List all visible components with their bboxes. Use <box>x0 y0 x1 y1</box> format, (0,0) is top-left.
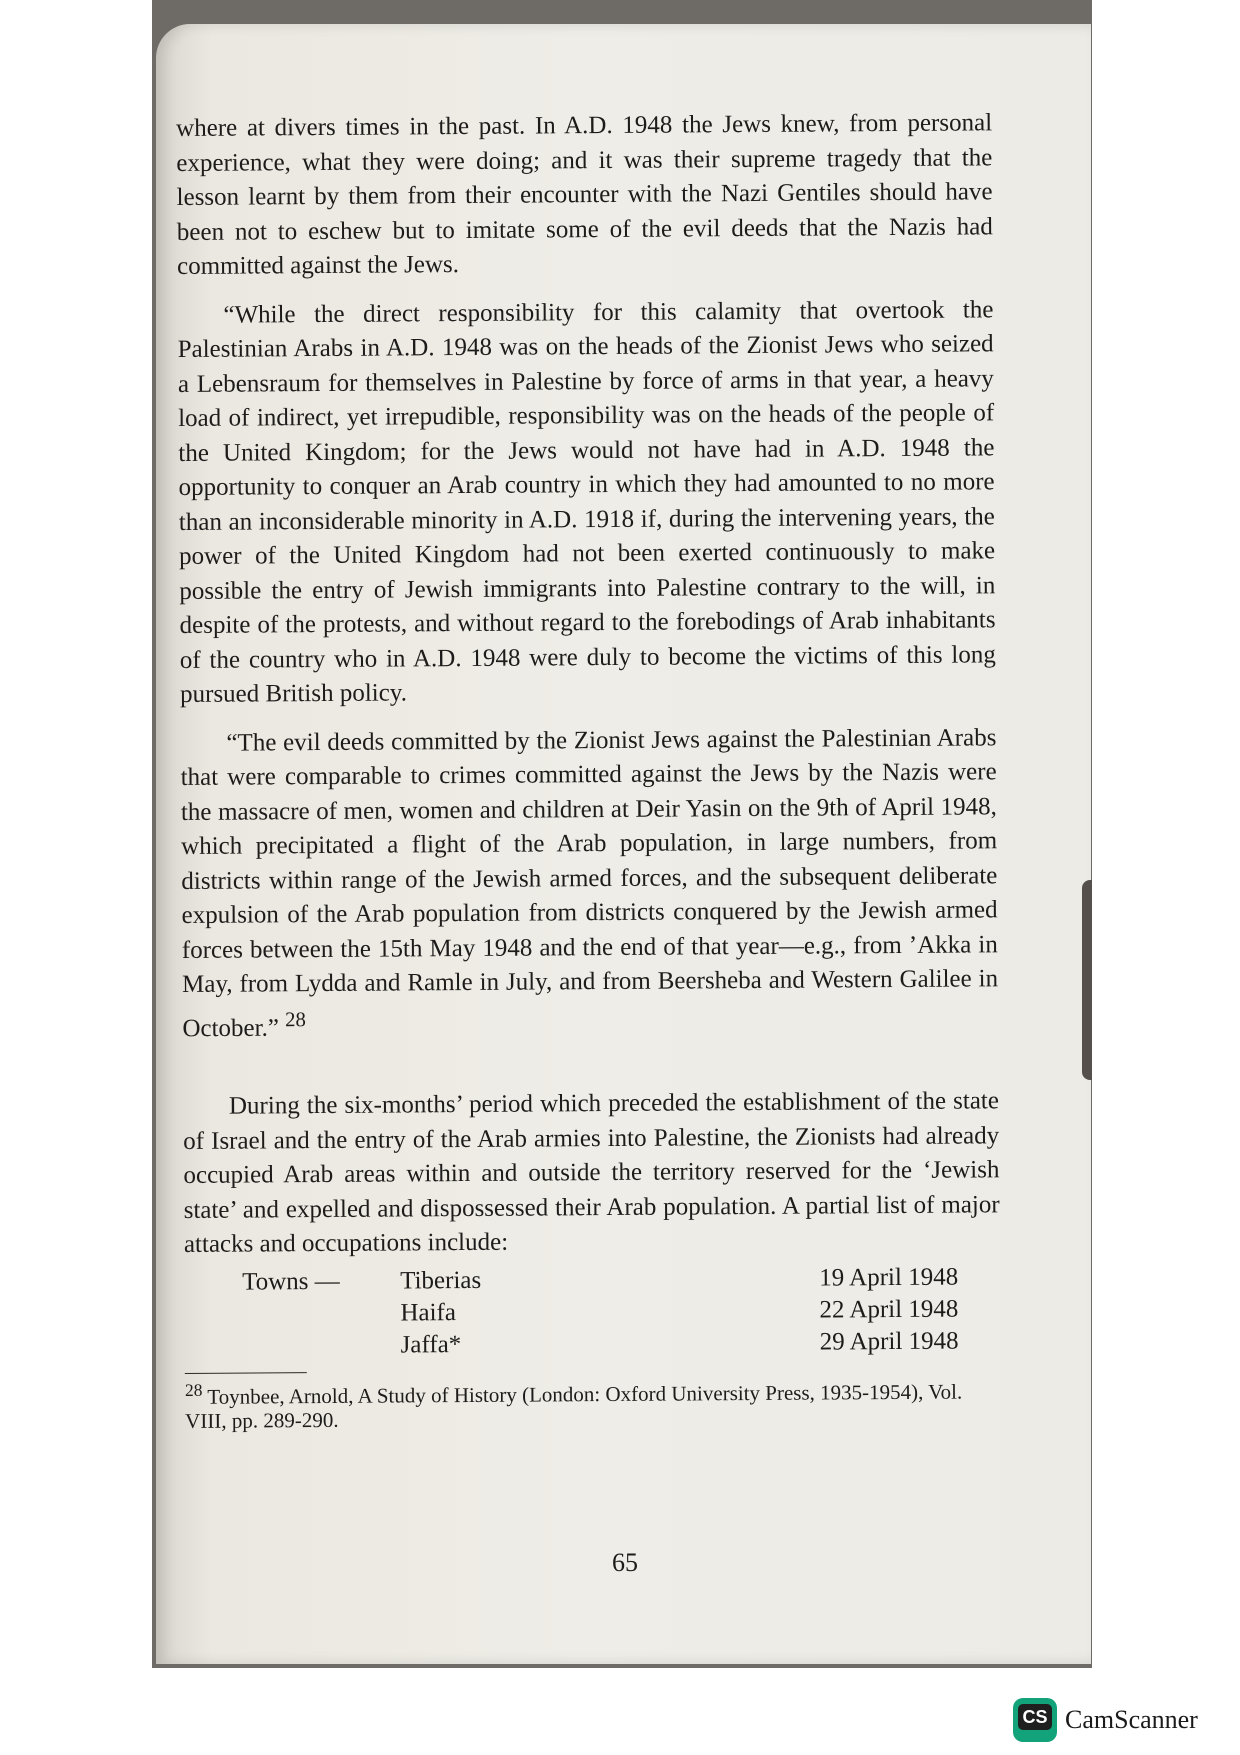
list-date: 29 April 1948 <box>819 1327 959 1356</box>
page-number: 65 <box>612 1548 638 1577</box>
paragraph-3-text: “The evil deeds committed by the Zionist Jews against the Palestinian Arabs that were comparable to crimes committed against the Jews by the Nazis were the massacre of men, women and children at Deir Yasin on the 9th of April 1948, which precipitated a flight of the Arab population, in large numbers, from districts within range of the Jewish armed forces, and the subsequent deliberate expulsion of the Arab population from districts conquered by the Jewish armed forces between the 15th May 1948 and the end of that year—e.g., from ’Akka in May, from Lydda and Ramle in July, and from Beersheba and Western Galilee in October.” <box>180 723 999 1042</box>
list-date: 19 April 1948 <box>819 1263 959 1292</box>
paragraph-2: “While the direct responsibility for this calamity that overtook the Palestinian Arabs in A.D. 1948 was on the heads of the Zionist Jews who seized a Lebensraum for themselves in Palestine by force of arms in that year, a heavy load of indirect, yet irrepudible, responsibility was on the heads of the people of the United Kingdom; for the Jews would not have had in A.D. 1948 the opportunity to conquer an Arab country in which they had amounted to no more than an inconsiderable minority in A.D. 1918 if, during the intervening years, the power of the United Kingdom had not been exerted continuously to make possible the entry of Jewish immigrants into Palestine contrary to the will, in despite of the protests, and without regard to the forebodings of Arab inhabitants of the country who in A.D. 1948 were duly to become the victims of this long pursued British policy. <box>177 295 996 708</box>
page-edge-tab <box>1082 880 1092 1080</box>
footnote-reference: 28 <box>284 1006 306 1031</box>
page-text <box>176 106 1001 1432</box>
footnote-text: Toynbee, Arnold, A Study of History (London: Oxford University Press, 1935-1954), Vol. VIII, pp. 289-290. <box>185 1379 963 1433</box>
list-town: Tiberias <box>400 1266 482 1295</box>
paragraph-3 <box>180 721 998 1047</box>
camscanner-watermark <box>1013 1697 1198 1743</box>
list-label-empty <box>185 1329 393 1362</box>
list-label-empty <box>184 1297 392 1330</box>
list-town: Haifa <box>400 1298 457 1327</box>
camscanner-brand: CamScanner <box>1065 1705 1198 1734</box>
camscanner-logo-icon <box>1013 1698 1057 1742</box>
camscanner-logo-text: CS <box>1018 1704 1052 1730</box>
occupations-list <box>184 1261 1001 1363</box>
footnote <box>185 1372 1001 1433</box>
paragraph-1: where at divers times in the past. In A.D. 1948 the Jews knew, from personal experience, what they were doing; and it was their supreme tragedy that the lesson learnt by them from their encounter with the Nazi Gentiles should have been not to eschew but to imitate some of the evil deeds that the Nazis had committed against the Jews. <box>176 109 993 280</box>
list-town: Jaffa* <box>400 1330 462 1359</box>
list-date: 22 April 1948 <box>819 1295 959 1324</box>
paragraph-4: During the six-months’ period which preceded the establishment of the state of Israel and the entry of the Arab armies into Palestine, the Zionists had already occupied Arab areas within and outside the territory reserved for the ‘Jewish state’ and expelled and dispossessed their Arab population. A partial list of major attacks and occupations include: <box>183 1087 1000 1259</box>
footnote-marker: 28 <box>184 1379 203 1400</box>
footnote-rule <box>185 1372 307 1374</box>
list-row <box>185 1325 1001 1363</box>
list-label: Towns — <box>242 1267 340 1296</box>
